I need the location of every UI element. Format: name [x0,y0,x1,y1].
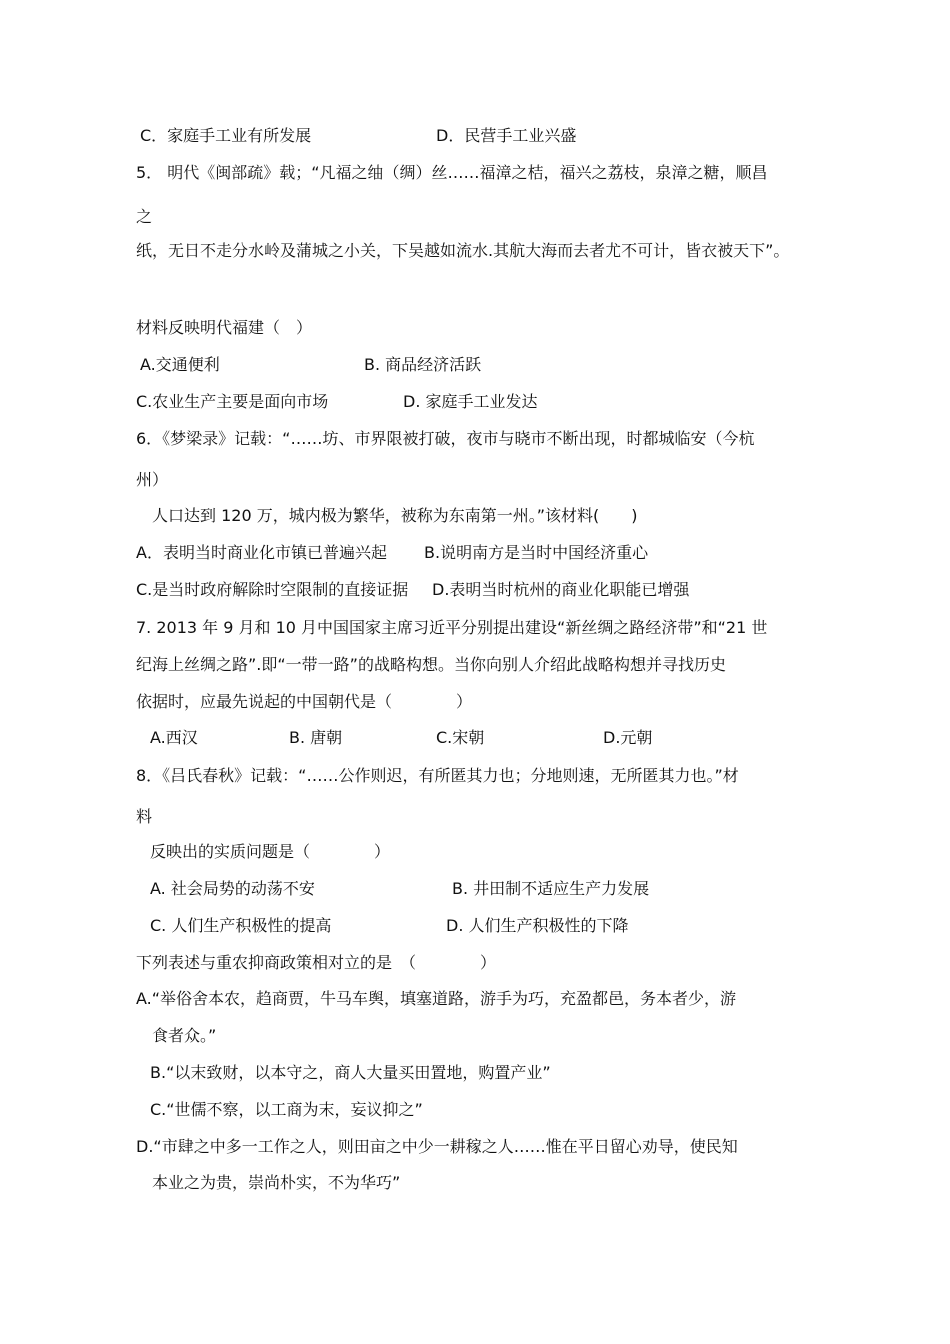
q7-stem-line-3: 依据时，应最先说起的中国朝代是（ ） [136,692,473,711]
q5-stem-line-2: 之 [136,207,153,226]
q4-option-d: D．民营手工业兴盛 [436,126,577,145]
q5-option-d: D. 家庭手工业发达 [403,392,538,411]
q6-stem-line-2: 州） [136,470,169,489]
q8-stem-line-2: 料 [136,807,153,826]
q9-stem: 下列表述与重农抑商政策相对立的是 （ ） [136,953,497,972]
q7-option-a: A.西汉 [150,728,198,747]
q6-option-c: C.是当时政府解除时空限制的直接证据 [136,580,409,599]
q8-option-a: A. 社会局势的动荡不安 [150,879,315,898]
q4-option-c: C．家庭手工业有所发展 [140,126,312,145]
q7-option-b: B. 唐朝 [289,728,343,747]
q6-option-b: B.说明南方是当时中国经济重心 [424,543,649,562]
q6-stem-line-1: 6．《梦梁录》记载：“……坊、市界限被打破，夜市与晓市不断出现，时都城临安（今杭 [136,429,755,448]
q9-option-c: C.“世儒不察，以工商为末，妄议抑之” [150,1100,423,1119]
q5-option-c: C.农业生产主要是面向市场 [136,392,329,411]
q8-option-b: B. 井田制不适应生产力发展 [452,879,650,898]
q5-question: 材料反映明代福建（ ） [136,318,313,337]
q5-stem-line-1: 5． 明代《闽部疏》载；“凡福之䌷（绸）丝……福漳之桔，福兴之荔枝，泉漳之糖，顺昌 [136,163,768,182]
q8-option-c: C. 人们生产积极性的提高 [150,916,332,935]
q9-option-a-line-1: A.“举俗舍本农，趋商贾，牛马车舆，填塞道路，游手为巧，充盈都邑，务本者少，游 [136,989,737,1008]
q5-option-b: B. 商品经济活跃 [364,355,482,374]
q9-option-b: B.“以末致财，以本守之，商人大量买田置地，购置产业” [150,1063,551,1082]
q7-option-c: C.宋朝 [436,728,485,747]
q5-stem-line-3: 纸，无日不走分水岭及蒲城之小关，下吴越如流水.其航大海而去者尤不可计，皆衣被天下”。 [136,241,790,260]
q7-stem-line-1: 7. 2013 年 9 月和 10 月中国国家主席习近平分别提出建设“新丝绸之路经济带”和“21 世 [136,618,768,637]
q9-option-d-line-1: D.“市肆之中多一工作之人，则田亩之中少一耕稼之人……惟在平日留心劝导，使民知 [136,1137,738,1156]
q9-option-a-line-2: 食者众。” [152,1026,217,1045]
q8-stem-line-3: 反映出的实质问题是（ ） [150,842,391,861]
q8-stem-line-1: 8．《吕氏春秋》记载：“……公作则迟，有所匿其力也；分地则速，无所匿其力也。”材 [136,766,739,785]
q6-stem-line-3: 人口达到 120 万，城内极为繁华，被称为东南第一州。”该材料( ) [152,506,638,525]
q7-option-d: D.元朝 [603,728,653,747]
q5-option-a: A.交通便利 [140,355,220,374]
q8-option-d: D. 人们生产积极性的下降 [446,916,629,935]
q7-stem-line-2: 纪海上丝绸之路”.即“一带一路”的战略构想。当你向别人介绍此战略构想并寻找历史 [136,655,726,674]
q9-option-d-line-2: 本业之为贵，崇尚朴实，不为华巧” [152,1173,401,1192]
q6-option-a: A．表明当时商业化市镇已普遍兴起 [136,543,387,562]
q6-option-d: D.表明当时杭州的商业化职能已增强 [432,580,690,599]
